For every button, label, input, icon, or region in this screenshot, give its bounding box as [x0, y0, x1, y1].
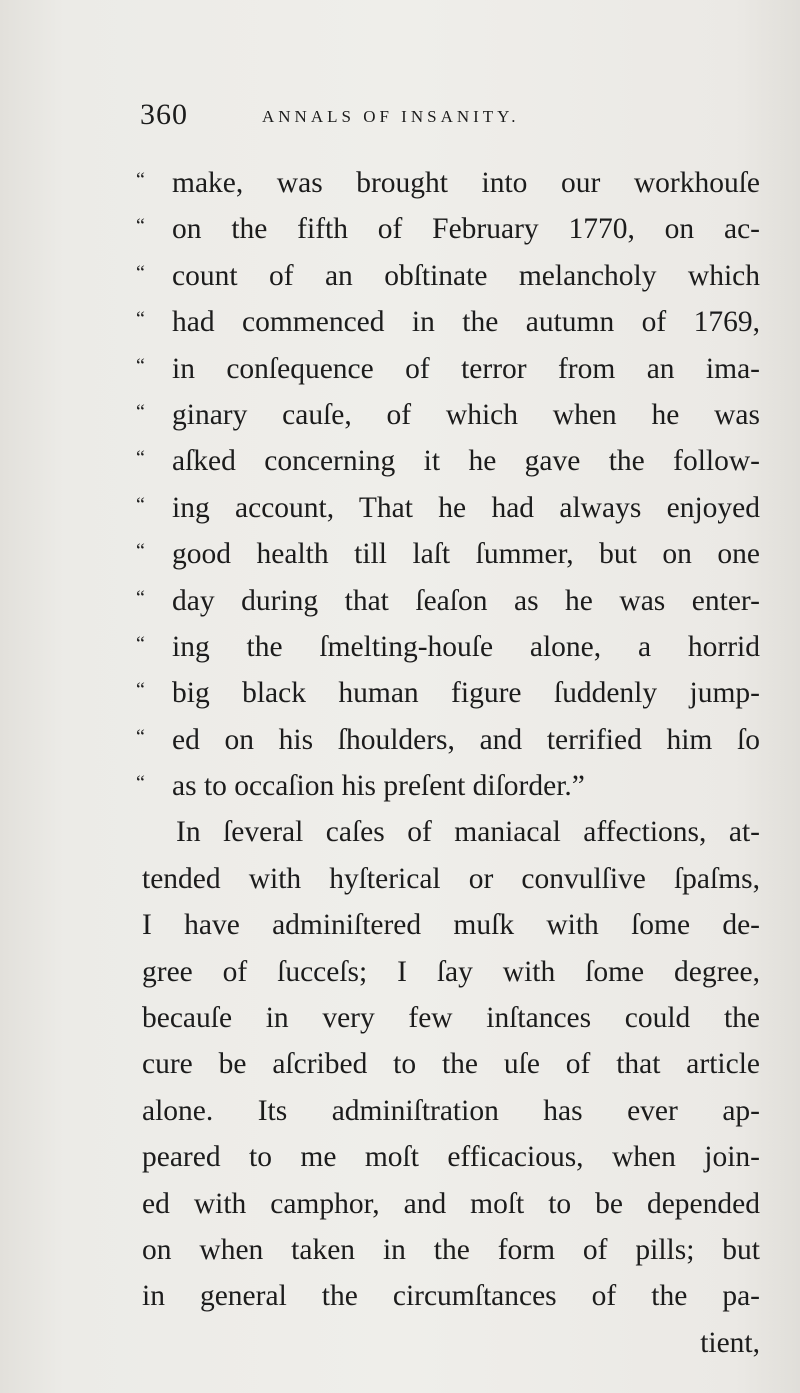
paragraph-first-line: In ſeveral caſes of maniacal affections, at- — [176, 816, 760, 849]
quote-mark: “ — [136, 540, 145, 563]
text-line: ed with camphor, and moſt to be depended — [142, 1187, 760, 1220]
text-line: tended with hyſterical or convulſive ſpaſms, — [142, 862, 760, 895]
text-line: ing account, That he had always enjoyed — [172, 491, 760, 524]
text-line: as to occaſion his preſent diſorder.” — [172, 770, 585, 803]
text-line: in conſequence of terror from an ima- — [172, 352, 760, 385]
quote-mark: “ — [136, 447, 145, 470]
quote-mark: “ — [136, 679, 145, 702]
text-line: cure be aſcribed to the uſe of that article — [142, 1048, 760, 1081]
text-line: on the fifth of February 1770, on ac- — [172, 213, 760, 246]
text-line: aſked concerning it he gave the follow- — [172, 445, 760, 478]
page-number: 360 — [140, 98, 188, 131]
text-line: I have adminiſtered muſk with ſome de- — [142, 909, 760, 942]
text-line: peared to me moſt efficacious, when join- — [142, 1141, 760, 1174]
quote-mark: “ — [136, 772, 145, 795]
text-line: becauſe in very few inſtances could the — [142, 1002, 760, 1035]
text-line: gree of ſucceſs; I ſay with ſome degree, — [142, 955, 760, 988]
text-line: count of an obſtinate melancholy which — [172, 259, 760, 292]
catchword: tient, — [700, 1326, 760, 1359]
text-line: in general the circumſtances of the pa- — [142, 1280, 760, 1313]
quote-mark: “ — [136, 215, 145, 238]
quote-mark: “ — [136, 725, 145, 748]
quote-mark: “ — [136, 586, 145, 609]
text-line: ed on his ſhoulders, and terrified him ſo — [172, 723, 760, 756]
quote-mark: “ — [136, 400, 145, 423]
quote-mark: “ — [136, 308, 145, 331]
page-header — [140, 98, 760, 138]
text-line: had commenced in the autumn of 1769, — [172, 306, 760, 339]
quote-mark: “ — [136, 493, 145, 516]
body-text — [136, 160, 760, 1366]
text-line: ginary cauſe, of which when he was — [172, 398, 760, 431]
quote-mark: “ — [136, 261, 145, 284]
quote-mark: “ — [136, 354, 145, 377]
text-line: big black human figure ſuddenly jump- — [172, 677, 760, 710]
text-line: on when taken in the form of pills; but — [142, 1233, 760, 1266]
text-line: make, was brought into our workhouſe — [172, 167, 760, 199]
quote-mark: “ — [136, 169, 145, 191]
text-line: alone. Its adminiſtration has ever ap- — [142, 1094, 760, 1127]
text-line: good health till laſt ſummer, but on one — [172, 538, 760, 571]
running-head: ANNALS OF INSANITY. — [262, 107, 520, 126]
quote-mark: “ — [136, 632, 145, 655]
text-line: day during that ſeaſon as he was enter- — [172, 584, 760, 617]
text-line: ing the ſmelting-houſe alone, a horrid — [172, 630, 760, 663]
